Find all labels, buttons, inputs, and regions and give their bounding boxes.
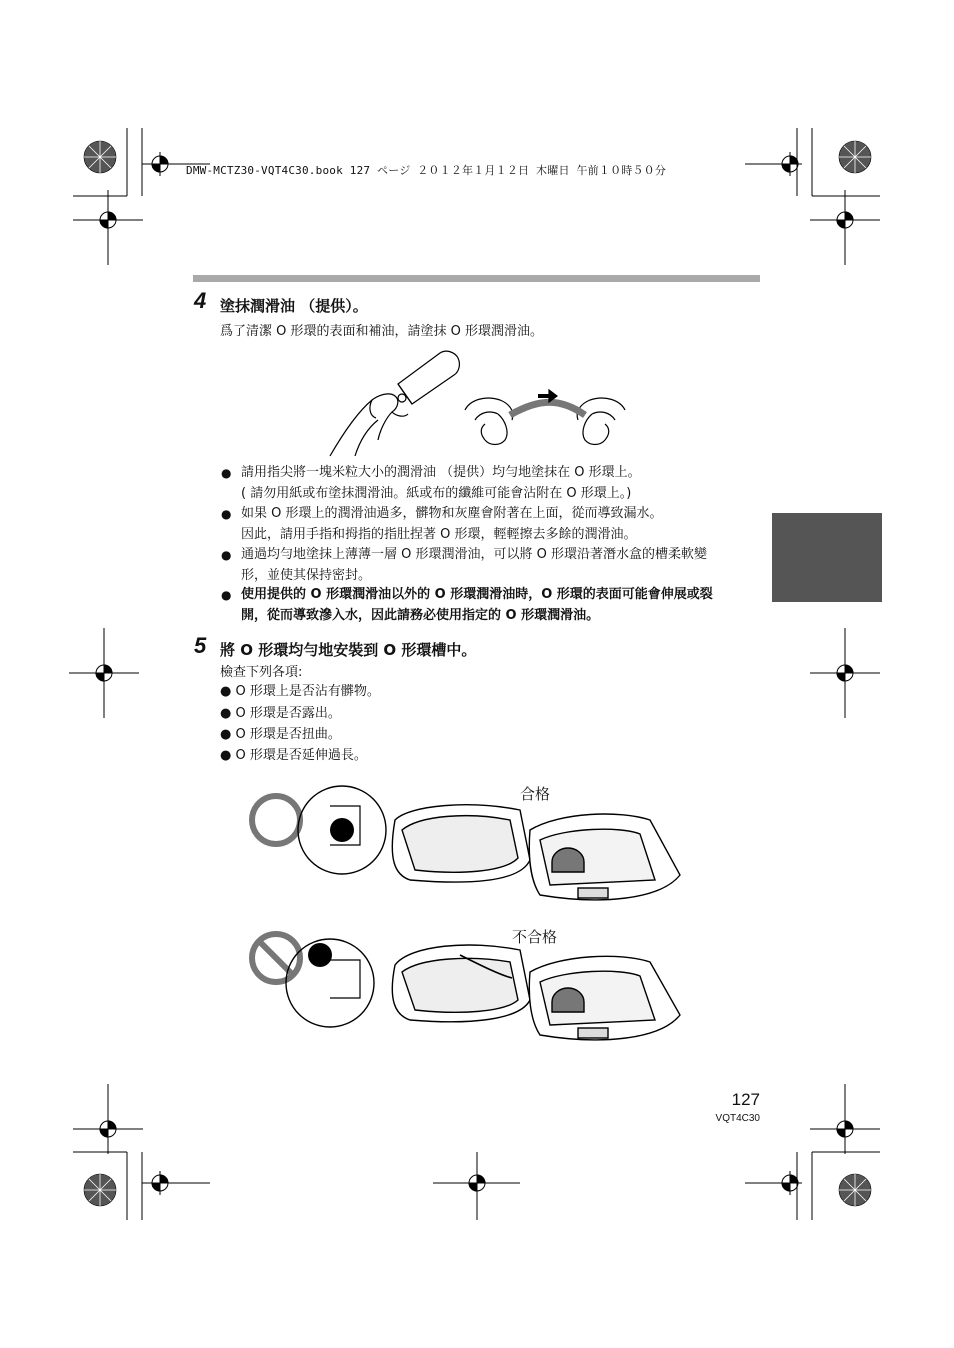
housing-figures (252, 786, 680, 1040)
bullet-line: 使用提供的 O 形環潤滑油以外的 O 形環潤滑油時，O 形環的表面可能會伸展或裂 (241, 587, 713, 602)
check-item: ● O 形環是否露出。 (220, 706, 341, 721)
step-4-number: 4 (194, 288, 207, 313)
bullet-icon: ● (221, 588, 232, 602)
section-tab (772, 513, 882, 602)
bullet-line: 通過均勻地塗抹上薄薄一層 O 形環潤滑油，可以將 O 形環沿著潛水盒的槽柔軟變 (241, 547, 707, 562)
check-item: ● O 形環上是否沾有髒物。 (220, 684, 380, 699)
grease-illustration (330, 351, 625, 456)
section-rule (193, 275, 760, 282)
bullet-line: 請用指尖將一塊米粒大小的潤滑油 （提供）均勻地塗抹在 O 形環上。 (241, 465, 641, 480)
step-4-title: 塗抹潤滑油 （提供）。 (220, 297, 368, 315)
check-text: O 形環是否延伸過長。 (235, 748, 367, 763)
bullet-icon: ● (221, 466, 232, 480)
ok-label: 合格 (520, 785, 551, 803)
step-5-title: 將 O 形環均勻地安裝到 O 形環槽中。 (220, 641, 477, 659)
check-text: O 形環上是否沾有髒物。 (235, 684, 380, 699)
file-info-line: DMW-MCTZ30-VQT4C30.book 127 ページ ２０１２年１月１２日 木曜日 午前１０時５０分 (186, 164, 667, 177)
bullet-line: 開，從而導致滲入水，因此請務必使用指定的 O 形環潤滑油。 (241, 607, 600, 623)
bullet-line: 因此，請用手指和拇指的指肚捏著 O 形環，輕輕擦去多餘的潤滑油。 (241, 526, 637, 542)
check-text: O 形環是否扭曲。 (235, 727, 341, 742)
bullet-line: 如果 O 形環上的潤滑油過多，髒物和灰塵會附著在上面，從而導致漏水。 (241, 506, 663, 521)
bullet-icon: ● (221, 548, 232, 562)
bullet-icon: ● (221, 507, 232, 521)
step-4-intro: 爲了清潔 O 形環的表面和補油，請塗抹 O 形環潤滑油。 (220, 324, 543, 339)
step-5-number: 5 (194, 633, 207, 658)
check-item: ● O 形環是否延伸過長。 (220, 748, 367, 763)
bullet-line: ( 請勿用紙或布塗抹潤滑油。紙或布的纖維可能會沾附在 O 形環上。) (241, 485, 632, 501)
check-item: ● O 形環是否扭曲。 (220, 727, 341, 742)
check-text: O 形環是否露出。 (235, 706, 341, 721)
ng-label: 不合格 (512, 928, 558, 946)
page-number: 127 (731, 1090, 760, 1109)
bullet-line: 形，並使其保持密封。 (241, 567, 372, 583)
doc-code: VQT4C30 (715, 1113, 760, 1124)
check-intro: 檢查下列各項: (220, 665, 303, 680)
